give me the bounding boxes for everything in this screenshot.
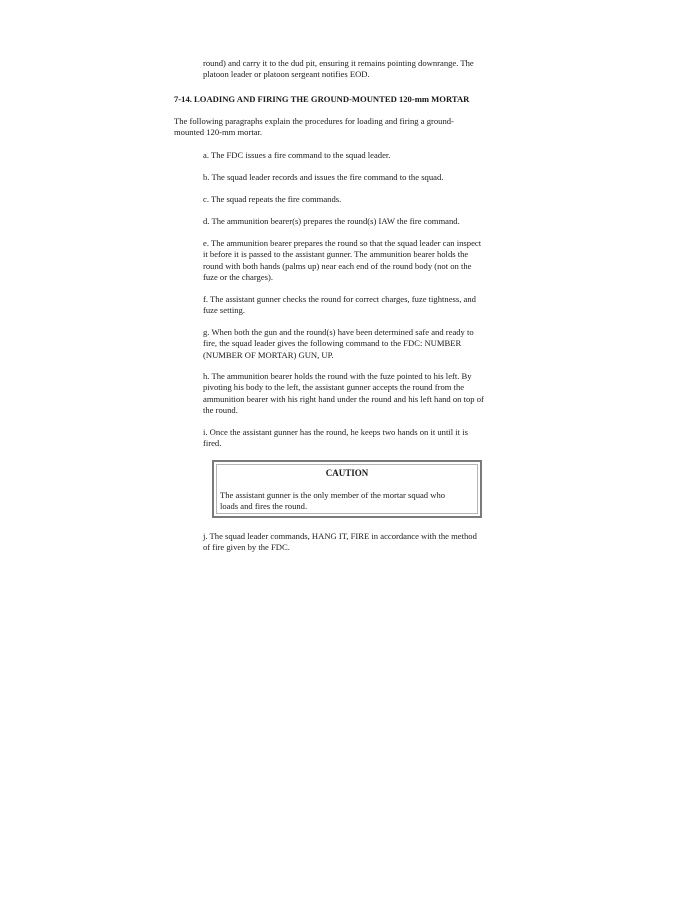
continuation-paragraph: round) and carry it to the dud pit, ensuring it remains pointing downrange. The platoon leader or platoon sergeant notifies EOD. bbox=[203, 58, 474, 80]
caution-text: The assistant gunner is the only member of the mortar squad who loads and fires the round. bbox=[220, 490, 446, 512]
step-f-paragraph: f. The assistant gunner checks the round for correct charges, fuze tightness, and fuze setting. bbox=[203, 294, 476, 316]
step-a-paragraph: a. The FDC issues a fire command to the squad leader. bbox=[203, 150, 391, 160]
section-heading: 7-14. LOADING AND FIRING THE GROUND-MOUNTED 120-mm MORTAR bbox=[174, 94, 470, 104]
step-b-paragraph: b. The squad leader records and issues the fire command to the squad. bbox=[203, 172, 444, 182]
step-j-paragraph: j. The squad leader commands, HANG IT, FIRE in accordance with the method of fire given by the FDC. bbox=[203, 531, 477, 553]
step-g-paragraph: g. When both the gun and the round(s) have been determined safe and ready to fire, the squad leader gives the following command to the FDC: NUMBER (NUMBER OF MORTAR) GUN, UP. bbox=[203, 327, 474, 360]
caution-title: CAUTION bbox=[325, 468, 369, 478]
step-e-paragraph: e. The ammunition bearer prepares the round so that the squad leader can inspect it before it is passed to the assistant gunner. The ammunition bearer holds the round with both hands (palms up) near each end of the round body (not on the fuze or the charges). bbox=[203, 238, 482, 283]
caution-box bbox=[212, 460, 482, 518]
intro-paragraph: The following paragraphs explain the procedures for loading and firing a ground- mounted 120-mm mortar. bbox=[174, 116, 454, 138]
step-h-paragraph: h. The ammunition bearer holds the round with the fuze pointed to his left. By pivoting his body to the left, the assistant gunner accepts the round from the ammunition bearer with his right hand under the round and his left hand on top of the round. bbox=[203, 371, 484, 416]
step-i-paragraph: i. Once the assistant gunner has the round, he keeps two hands on it until it is fired. bbox=[203, 427, 468, 449]
step-c-paragraph: c. The squad repeats the fire commands. bbox=[203, 194, 342, 204]
step-d-paragraph: d. The ammunition bearer(s) prepares the round(s) IAW the fire command. bbox=[203, 216, 460, 226]
